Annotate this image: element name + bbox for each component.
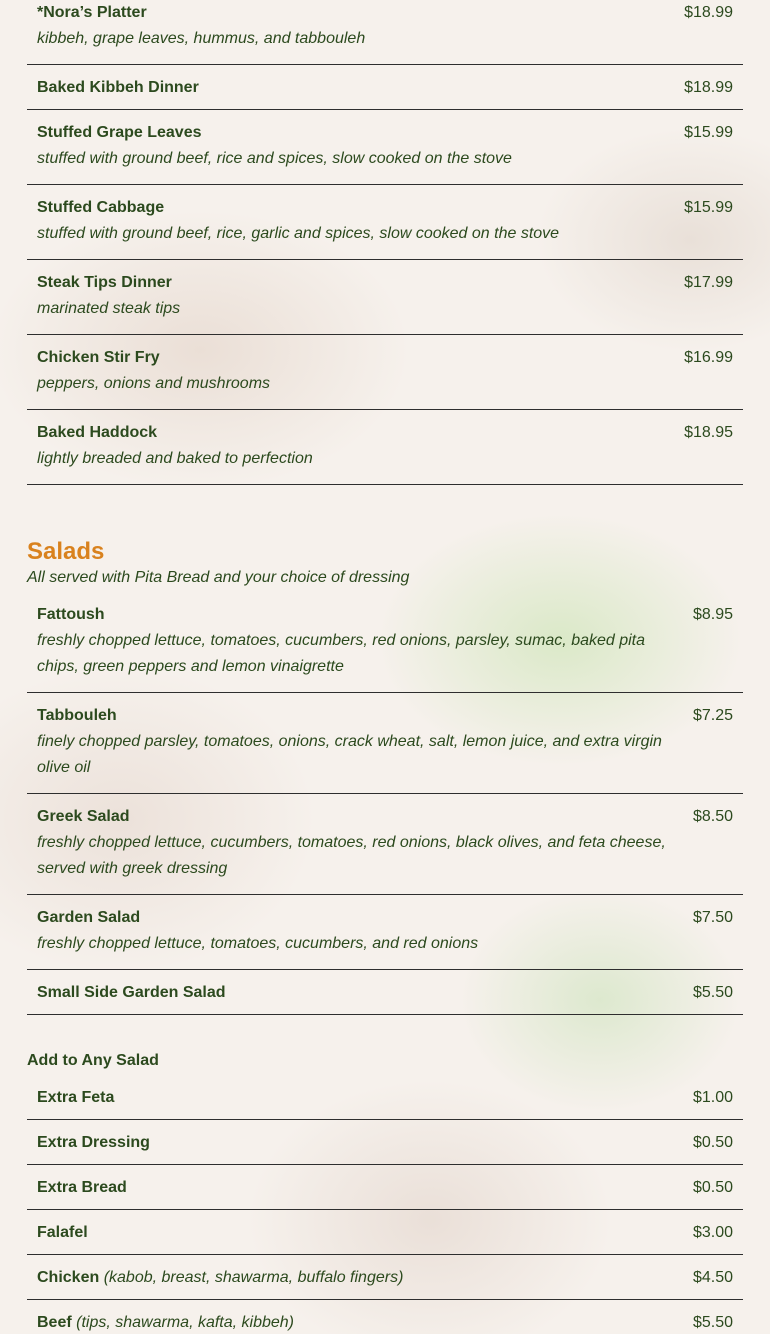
item-name: Steak Tips Dinner [37,274,172,291]
item-price: $7.50 [692,909,733,926]
item-desc: finely chopped parsley, tomatoes, onions, crack wheat, salt, lemon juice, and extra virgin olive oil [37,733,662,776]
item-name: Extra Feta [37,1089,115,1106]
item-name: *Nora’s Platter [37,4,147,21]
item-price: $0.50 [692,1179,733,1196]
item-desc: marinated steak tips [37,300,181,317]
section-subtitle: All served with Pita Bread and your choice of dressing [27,569,410,586]
menu-item [27,76,743,110]
menu-item [27,0,743,65]
addon-item [27,1131,743,1165]
item-price: $5.50 [692,984,733,1001]
item-price: $18.99 [684,79,733,96]
item-price: $5.50 [692,1314,733,1331]
item-desc: peppers, onions and mushrooms [37,375,271,392]
item-name: Chicken Stir Fry [37,349,160,366]
item-price: $8.95 [692,606,733,623]
item-name: Baked Haddock [37,424,158,441]
item-name: Chicken [37,1269,100,1286]
item-price: $18.99 [684,4,733,21]
salad-list [27,603,743,1015]
entree-list [27,0,743,485]
item-name: Extra Bread [37,1179,127,1196]
addon-item [27,1176,743,1210]
item-desc: freshly chopped lettuce, cucumbers, tomatoes, red onions, black olives, and feta cheese, served with greek dressing [37,834,666,877]
item-name: Small Side Garden Salad [37,984,226,1001]
item-name: Greek Salad [37,808,130,825]
menu-item [27,271,743,335]
addon-title: Add to Any Salad [27,1052,159,1069]
item-price: $8.50 [692,808,733,825]
item-name: Garden Salad [37,909,141,926]
item-desc: freshly chopped lettuce, tomatoes, cucumbers, red onions, parsley, sumac, baked pita chips, green peppers and lemon vinaigrette [37,632,646,675]
item-desc: freshly chopped lettuce, tomatoes, cucumbers, and red onions [37,935,479,952]
item-name: Falafel [37,1224,88,1241]
item-name: Stuffed Grape Leaves [37,124,202,141]
menu-item [27,346,743,410]
addon-item [27,1221,743,1255]
menu-item [27,805,743,895]
menu-item [27,704,743,794]
item-name: Fattoush [37,606,105,623]
addon-item [27,1086,743,1120]
item-desc: stuffed with ground beef, rice and spices, slow cooked on the stove [37,150,512,167]
item-desc: kibbeh, grape leaves, hummus, and tabbouleh [37,30,366,47]
item-price: $17.99 [684,274,733,291]
menu-item [27,421,743,485]
addon-item [27,1266,743,1300]
item-price: $15.99 [684,124,733,141]
item-name: Baked Kibbeh Dinner [37,79,199,96]
menu-item [27,906,743,970]
item-price: $4.50 [692,1269,733,1286]
item-name: Stuffed Cabbage [37,199,165,216]
item-name: Beef [37,1314,72,1331]
addon-list [27,1086,743,1334]
menu-item [27,603,743,693]
item-price: $7.25 [692,707,733,724]
item-price: $16.99 [684,349,733,366]
menu-item [27,121,743,185]
item-price: $3.00 [692,1224,733,1241]
item-name: Tabbouleh [37,707,117,724]
item-price: $1.00 [692,1089,733,1106]
addon-item [27,1311,743,1334]
item-note: (kabob, breast, shawarma, buffalo fingers) [103,1269,404,1286]
item-price: $0.50 [692,1134,733,1151]
item-price: $15.99 [684,199,733,216]
item-desc: lightly breaded and baked to perfection [37,450,313,467]
item-desc: stuffed with ground beef, rice, garlic and spices, slow cooked on the stove [37,225,560,242]
section-title-salads: Salads [27,538,105,565]
item-price: $18.95 [684,424,733,441]
item-name: Extra Dressing [37,1134,150,1151]
menu-item [27,196,743,260]
item-note: (tips, shawarma, kafta, kibbeh) [76,1314,295,1331]
menu-item [27,981,743,1015]
